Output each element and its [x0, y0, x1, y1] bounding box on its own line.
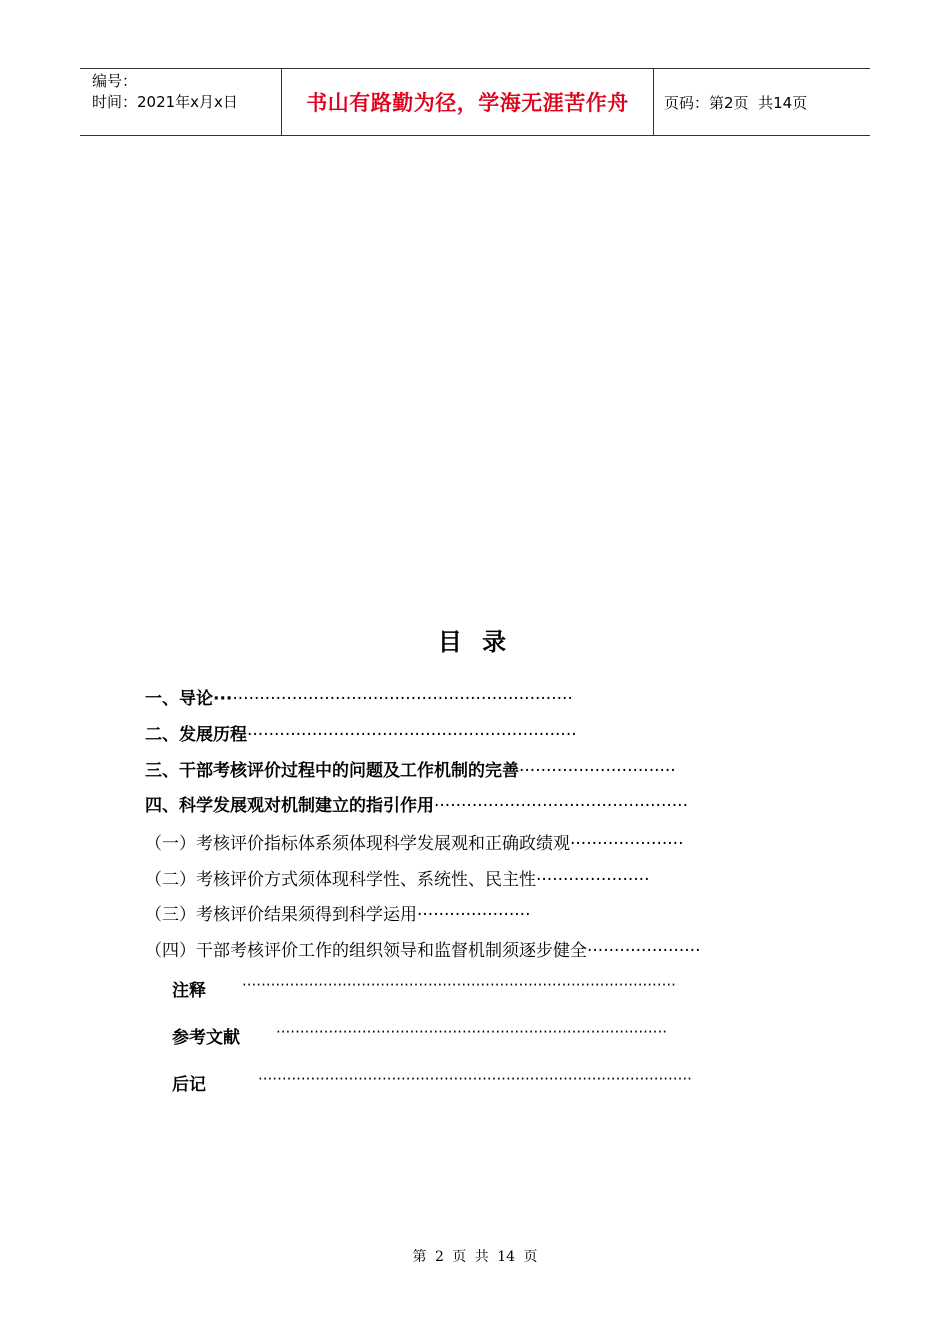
- toc-subentry-2[interactable]: [145, 869, 649, 891]
- toc-afterword-dots: ···························································································: [258, 1070, 692, 1088]
- toc-entry-label: （三）考核评价结果须得到科学运用: [145, 905, 417, 925]
- toc-entry-label: （二）考核评价方式须体现科学性、系统性、民主性: [145, 870, 536, 890]
- toc-entry-1[interactable]: [145, 688, 573, 710]
- toc-entry-4[interactable]: [145, 795, 688, 817]
- toc-entry-2[interactable]: [145, 724, 577, 746]
- page-info-text: 页码：第2页 共14页: [664, 93, 808, 112]
- toc-entry-label: （一）考核评价指标体系须体现科学发展观和正确政绩观: [145, 834, 570, 854]
- toc-leader-dots: ·····························: [519, 761, 676, 781]
- toc-notes-dots: ···························································································: [242, 976, 676, 994]
- toc-references-label[interactable]: 参考文献: [172, 1028, 240, 1048]
- toc-leader-dots: ·····················: [536, 870, 650, 890]
- toc-entry-label: （四）干部考核评价工作的组织领导和监督机制须逐步健全: [145, 941, 587, 961]
- time-label: 时间：2021年x月x日: [92, 93, 238, 111]
- toc-subentry-3[interactable]: [145, 904, 530, 926]
- toc-notes-label[interactable]: 注释: [172, 981, 206, 1001]
- toc-leader-dots: ·····················: [417, 905, 531, 925]
- toc-subentry-1[interactable]: [145, 833, 683, 855]
- toc-leader-dots: ·····················: [570, 834, 684, 854]
- header-motto: 书山有路勤为径，学海无涯苦作舟: [281, 69, 654, 135]
- toc-entry-label: 一、导论···: [145, 689, 233, 709]
- toc-leader-dots: ·······························································: [232, 689, 573, 709]
- toc-afterword-label[interactable]: 后记: [172, 1075, 206, 1095]
- page-footer: 第 2 页 共 14 页: [412, 1249, 538, 1265]
- toc-entry-label: 三、干部考核评价过程中的问题及工作机制的完善: [145, 761, 519, 781]
- header-page-info: [654, 69, 870, 135]
- page-header: [80, 68, 870, 136]
- toc-leader-dots: ·····················: [587, 941, 701, 961]
- toc-subentry-4[interactable]: [145, 940, 700, 962]
- toc-entry-label: 二、发展历程: [145, 725, 247, 745]
- toc-title: 目 录: [437, 628, 513, 656]
- toc-references-dots: ··················································································: [276, 1023, 667, 1041]
- number-label: 编号：: [92, 72, 138, 90]
- toc-entry-label: 四、科学发展观对机制建立的指引作用: [145, 796, 434, 816]
- toc-leader-dots: ·····························································: [247, 725, 577, 745]
- toc-leader-dots: ···············································: [434, 796, 688, 816]
- header-meta: [80, 69, 281, 135]
- toc-entry-3[interactable]: [145, 760, 676, 782]
